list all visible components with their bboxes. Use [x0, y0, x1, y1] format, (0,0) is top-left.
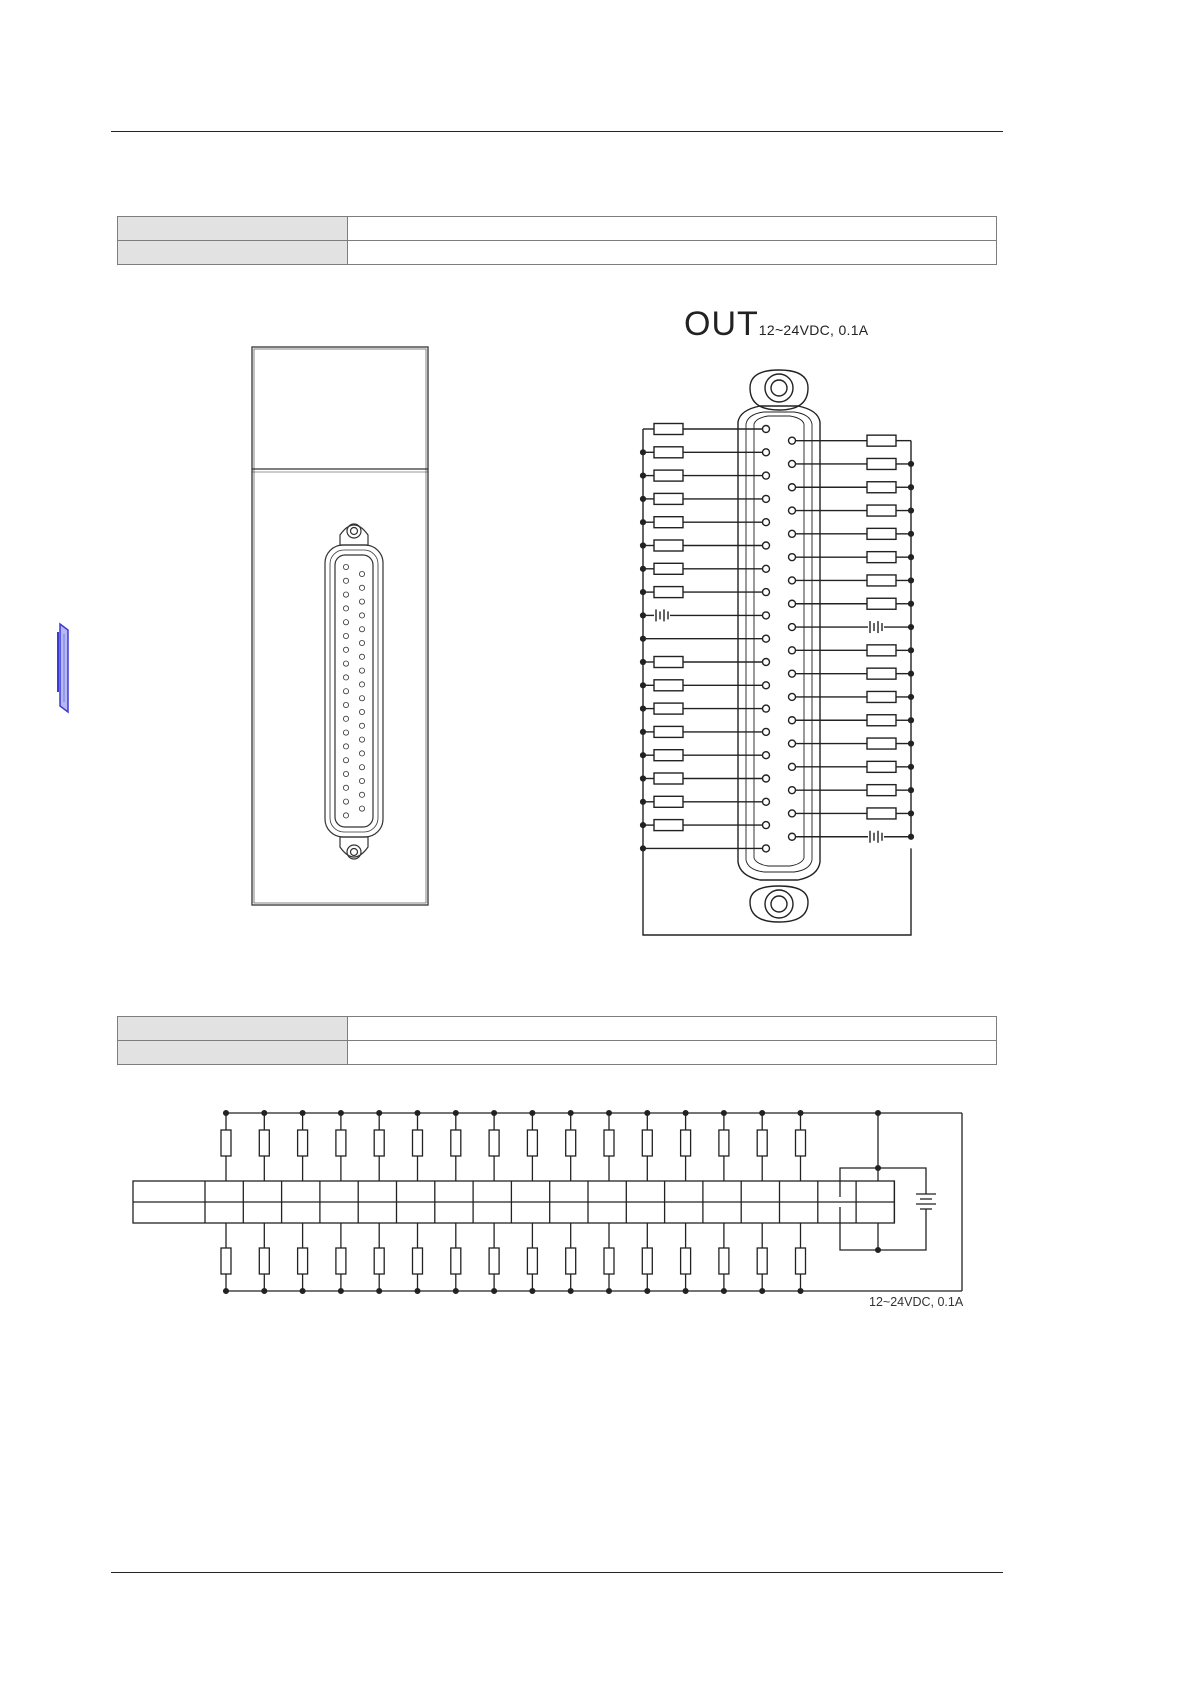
junction-dot	[377, 1289, 382, 1294]
load-resistor	[259, 1130, 269, 1156]
junction-dot	[683, 1111, 688, 1116]
table-row	[118, 1041, 997, 1065]
junction-dot	[377, 1111, 382, 1116]
connector-pin	[763, 449, 770, 456]
load-resistor	[374, 1248, 384, 1274]
connector-pin	[359, 737, 364, 742]
connector-pin	[789, 484, 796, 491]
junction-dot	[876, 1248, 881, 1253]
load-resistor	[413, 1130, 423, 1156]
junction-dot	[722, 1289, 727, 1294]
connector-pin	[763, 845, 770, 852]
connector-pin	[343, 813, 348, 818]
pin-wiring-diagram	[640, 350, 960, 970]
load-resistor	[489, 1248, 499, 1274]
junction-dot	[530, 1289, 535, 1294]
connector-pin	[343, 758, 348, 763]
screw-hole	[351, 528, 358, 535]
connector-pin	[789, 460, 796, 467]
connector-pin	[359, 682, 364, 687]
load-resistor	[654, 447, 683, 458]
connector-pin	[763, 519, 770, 526]
load-resistor	[654, 820, 683, 831]
junction-dot	[224, 1111, 229, 1116]
junction-dot	[798, 1111, 803, 1116]
spec-table-1	[117, 216, 997, 265]
connector-pin	[359, 654, 364, 659]
load-resistor	[867, 598, 896, 609]
supply-rating-label: 12~24VDC, 0.1A	[869, 1295, 964, 1309]
table-cell	[118, 1041, 348, 1065]
connector-pin	[763, 822, 770, 829]
connector-pin	[789, 717, 796, 724]
screw-ear-bottom	[750, 886, 808, 922]
module-front-view	[250, 345, 440, 915]
connector-pin	[763, 728, 770, 735]
junction-dot	[492, 1111, 497, 1116]
connector-pin	[343, 771, 348, 776]
load-resistor	[867, 435, 896, 446]
load-resistor	[259, 1248, 269, 1274]
load-resistor	[604, 1130, 614, 1156]
load-resistor	[654, 493, 683, 504]
junction-dot	[641, 636, 646, 641]
table-cell	[118, 241, 348, 265]
connector-pin	[763, 798, 770, 805]
junction-dot	[492, 1289, 497, 1294]
connector-pin	[789, 810, 796, 817]
junction-dot	[876, 1166, 881, 1171]
connector-title-main: OUT	[684, 305, 759, 343]
junction-dot	[453, 1111, 458, 1116]
connector-pin	[343, 730, 348, 735]
junction-dot	[641, 846, 646, 851]
load-resistor	[681, 1248, 691, 1274]
connector-pin	[789, 787, 796, 794]
screw-hole	[347, 524, 361, 538]
screw-hole	[771, 380, 787, 396]
junction-dot	[909, 648, 914, 653]
connector-pin	[343, 647, 348, 652]
load-resistor	[654, 587, 683, 598]
junction-dot	[645, 1111, 650, 1116]
junction-dot	[339, 1111, 344, 1116]
table-row	[118, 241, 997, 265]
connector-pin	[343, 592, 348, 597]
connector-pin	[343, 689, 348, 694]
connector-pin	[359, 765, 364, 770]
load-resistor	[221, 1248, 231, 1274]
connector-pin	[359, 792, 364, 797]
junction-dot	[568, 1111, 573, 1116]
junction-dot	[262, 1289, 267, 1294]
connector-pin	[763, 472, 770, 479]
connector-pin	[789, 670, 796, 677]
load-resistor	[867, 785, 896, 796]
header-rule	[111, 131, 1003, 132]
connector-pin	[789, 763, 796, 770]
junction-dot	[641, 683, 646, 688]
connector-title	[684, 305, 868, 344]
junction-dot	[876, 1111, 881, 1116]
connector-pin	[789, 530, 796, 537]
junction-dot	[909, 788, 914, 793]
pin-diagram-lines	[641, 370, 914, 935]
footer-rule	[111, 1572, 1003, 1573]
junction-dot	[224, 1289, 229, 1294]
connector-pin	[343, 620, 348, 625]
connector-pin	[763, 705, 770, 712]
junction-dot	[530, 1111, 535, 1116]
screw-nut	[765, 890, 793, 918]
junction-dot	[641, 776, 646, 781]
load-resistor	[374, 1130, 384, 1156]
load-resistor	[654, 424, 683, 435]
connector-pin	[789, 740, 796, 747]
table-cell	[348, 217, 997, 241]
connector-pin	[343, 702, 348, 707]
load-resistor	[654, 517, 683, 528]
junction-dot	[641, 497, 646, 502]
load-resistor	[867, 458, 896, 469]
screw-hole	[771, 896, 787, 912]
connector-pin	[359, 640, 364, 645]
connector-pin	[763, 589, 770, 596]
junction-dot	[641, 660, 646, 665]
junction-dot	[909, 462, 914, 467]
junction-dot	[909, 764, 914, 769]
load-resistor	[527, 1248, 537, 1274]
junction-dot	[641, 590, 646, 595]
connector-pin	[359, 709, 364, 714]
connector-pin	[343, 799, 348, 804]
load-resistor	[681, 1130, 691, 1156]
connector-insert	[335, 555, 373, 827]
junction-dot	[722, 1111, 727, 1116]
load-resistor	[757, 1130, 767, 1156]
junction-dot	[641, 706, 646, 711]
screw-ear-top	[750, 370, 808, 410]
load-resistor	[796, 1248, 806, 1274]
table-cell	[348, 1041, 997, 1065]
connector-pin	[343, 675, 348, 680]
load-resistor	[298, 1248, 308, 1274]
connector-pin	[359, 723, 364, 728]
load-resistor	[719, 1248, 729, 1274]
connector-pin	[343, 578, 348, 583]
connector-pin	[359, 778, 364, 783]
table-cell	[348, 241, 997, 265]
junction-dot	[760, 1111, 765, 1116]
connector-pin	[789, 693, 796, 700]
junction-dot	[641, 520, 646, 525]
connector-pin	[359, 668, 364, 673]
connector-pin	[359, 599, 364, 604]
junction-dot	[641, 450, 646, 455]
load-resistor	[654, 470, 683, 481]
connector-pin	[359, 585, 364, 590]
junction-dot	[300, 1111, 305, 1116]
table-row	[118, 1017, 997, 1041]
junction-dot	[641, 730, 646, 735]
junction-dot	[415, 1289, 420, 1294]
load-resistor	[867, 738, 896, 749]
junction-dot	[798, 1289, 803, 1294]
junction-dot	[453, 1289, 458, 1294]
junction-dot	[607, 1111, 612, 1116]
load-resistor	[796, 1130, 806, 1156]
connector-pin	[343, 564, 348, 569]
junction-dot	[339, 1289, 344, 1294]
junction-dot	[909, 531, 914, 536]
load-resistor	[221, 1130, 231, 1156]
connector-pin	[359, 806, 364, 811]
load-resistor	[867, 575, 896, 586]
connector-title-rating: 12~24VDC, 0.1A	[758, 322, 869, 338]
junction-dot	[909, 671, 914, 676]
load-resistor	[867, 552, 896, 563]
connector-pin	[343, 633, 348, 638]
load-resistor	[867, 808, 896, 819]
load-resistor	[642, 1248, 652, 1274]
table-row	[118, 217, 997, 241]
connector-pin	[763, 752, 770, 759]
junction-dot	[641, 613, 646, 618]
connector-pin	[763, 495, 770, 502]
junction-dot	[607, 1289, 612, 1294]
junction-dot	[641, 799, 646, 804]
junction-dot	[683, 1289, 688, 1294]
load-resistor	[489, 1130, 499, 1156]
junction-dot	[641, 543, 646, 548]
connector-insert	[754, 416, 804, 866]
junction-dot	[909, 601, 914, 606]
connector-pin	[359, 571, 364, 576]
spec-table-2	[117, 1016, 997, 1065]
junction-dot	[415, 1111, 420, 1116]
load-resistor	[867, 505, 896, 516]
connector-pin	[763, 542, 770, 549]
junction-dot	[300, 1289, 305, 1294]
load-resistor	[642, 1130, 652, 1156]
load-resistor	[654, 657, 683, 668]
connector-pin	[343, 661, 348, 666]
connector-pin	[763, 426, 770, 433]
junction-dot	[568, 1289, 573, 1294]
load-resistor	[566, 1248, 576, 1274]
connector-pin	[359, 751, 364, 756]
junction-dot	[909, 718, 914, 723]
load-resistor	[566, 1130, 576, 1156]
load-resistor	[654, 680, 683, 691]
connector-pin	[359, 696, 364, 701]
load-resistor	[451, 1248, 461, 1274]
load-resistor	[867, 715, 896, 726]
connector-pin	[789, 833, 796, 840]
load-resistor	[867, 645, 896, 656]
load-resistor	[867, 528, 896, 539]
load-resistor	[298, 1130, 308, 1156]
load-resistor	[654, 726, 683, 737]
junction-dot	[909, 811, 914, 816]
load-resistor	[527, 1130, 537, 1156]
load-resistor	[719, 1130, 729, 1156]
connector-pin	[789, 600, 796, 607]
connector-pin	[343, 716, 348, 721]
table-cell	[118, 217, 348, 241]
connector-pin	[789, 624, 796, 631]
junction-dot	[641, 473, 646, 478]
screw-nut	[765, 374, 793, 402]
load-resistor	[336, 1130, 346, 1156]
connector-pin	[763, 682, 770, 689]
connector-pin	[789, 554, 796, 561]
connector-shell	[325, 545, 383, 837]
junction-dot	[641, 753, 646, 758]
load-resistor	[654, 796, 683, 807]
load-resistor	[757, 1248, 767, 1274]
junction-dot	[909, 625, 914, 630]
connector-shell-inner	[330, 550, 378, 832]
junction-dot	[909, 834, 914, 839]
connector-pin	[343, 744, 348, 749]
connector-pin	[343, 785, 348, 790]
junction-dot	[645, 1289, 650, 1294]
connector-pin	[789, 647, 796, 654]
table-cell	[118, 1017, 348, 1041]
load-resistor	[604, 1248, 614, 1274]
junction-dot	[909, 555, 914, 560]
connector-pin	[789, 437, 796, 444]
junction-dot	[641, 823, 646, 828]
load-resistor	[654, 703, 683, 714]
load-resistor	[654, 563, 683, 574]
screw-ear	[340, 837, 368, 857]
junction-dot	[909, 695, 914, 700]
load-resistor	[867, 668, 896, 679]
connector-shell	[738, 406, 820, 880]
connector-pin	[789, 577, 796, 584]
connector-pin	[343, 606, 348, 611]
load-resistor	[413, 1248, 423, 1274]
junction-dot	[909, 508, 914, 513]
terminal-block-wiring-diagram	[130, 1100, 1030, 1320]
load-resistor	[867, 761, 896, 772]
connector-pin	[359, 613, 364, 618]
terminal-diagram-lines	[133, 1111, 962, 1294]
load-resistor	[654, 773, 683, 784]
connector-pin	[763, 775, 770, 782]
junction-dot	[909, 741, 914, 746]
junction-dot	[641, 566, 646, 571]
connector-pin	[789, 507, 796, 514]
junction-dot	[760, 1289, 765, 1294]
connector-pin	[763, 635, 770, 642]
load-resistor	[867, 691, 896, 702]
junction-dot	[262, 1111, 267, 1116]
load-resistor	[654, 540, 683, 551]
connector-pin	[359, 627, 364, 632]
connector-pin	[763, 659, 770, 666]
connector-pin	[763, 612, 770, 619]
section-tab-marker	[54, 622, 74, 717]
load-resistor	[451, 1130, 461, 1156]
screw-hole	[351, 849, 358, 856]
load-resistor	[654, 750, 683, 761]
connector-pin	[763, 565, 770, 572]
connector-shell-inner	[746, 412, 812, 872]
load-resistor	[867, 482, 896, 493]
table-cell	[348, 1017, 997, 1041]
junction-dot	[909, 485, 914, 490]
junction-dot	[909, 578, 914, 583]
load-resistor	[336, 1248, 346, 1274]
